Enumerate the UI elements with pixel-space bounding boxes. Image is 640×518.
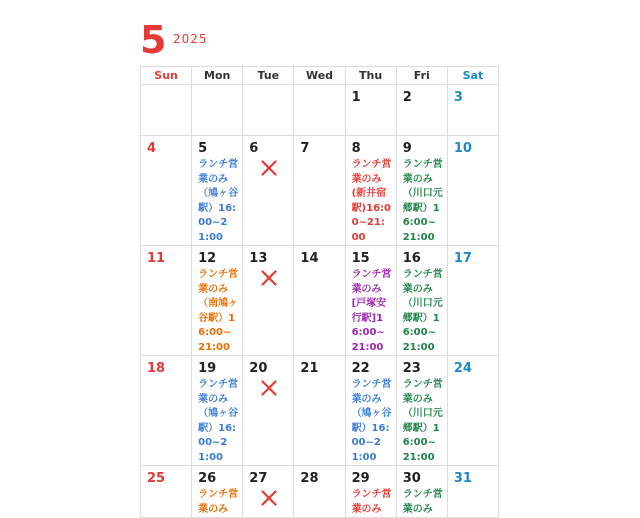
day-number: 9 bbox=[402, 141, 412, 156]
closed-x-icon bbox=[261, 160, 277, 176]
day-cell-12 bbox=[192, 246, 243, 356]
day-number: 31 bbox=[453, 471, 472, 486]
event-text: ランチ営業のみ bbox=[351, 489, 392, 515]
day-number: 6 bbox=[249, 141, 259, 156]
day-number: 12 bbox=[198, 251, 217, 266]
empty-day-cell bbox=[294, 85, 345, 136]
day-number: 18 bbox=[147, 361, 166, 376]
day-cell-5 bbox=[192, 136, 243, 246]
event-text: ランチ営業のみ（川口元郷駅）16:00~21:00 bbox=[402, 379, 443, 463]
week-row bbox=[141, 136, 499, 246]
day-number: 1 bbox=[351, 90, 361, 105]
weekday-header-row bbox=[141, 67, 499, 85]
event-text: ランチ営業のみ（鳩ヶ谷駅）16:00~21:00 bbox=[198, 159, 239, 243]
day-number: 7 bbox=[300, 141, 310, 156]
day-cell-11 bbox=[141, 246, 192, 356]
day-cell-25 bbox=[141, 466, 192, 518]
day-cell-13 bbox=[243, 246, 294, 356]
day-number: 5 bbox=[198, 141, 208, 156]
closed-x-icon bbox=[261, 380, 277, 396]
day-number: 20 bbox=[249, 361, 268, 376]
day-number: 2 bbox=[402, 90, 412, 105]
weekday-thu: Thu bbox=[345, 67, 396, 85]
empty-day-cell bbox=[243, 85, 294, 136]
weekday-fri: Fri bbox=[396, 67, 447, 85]
week-row bbox=[141, 246, 499, 356]
day-number: 4 bbox=[147, 141, 157, 156]
day-number: 3 bbox=[453, 90, 463, 105]
day-cell-17 bbox=[447, 246, 498, 356]
day-cell-4 bbox=[141, 136, 192, 246]
week-row bbox=[141, 356, 499, 466]
event-text: ランチ営業のみ（鳩ヶ谷駅）16:00~21:00 bbox=[198, 379, 239, 463]
day-cell-2 bbox=[396, 85, 447, 136]
day-number: 16 bbox=[402, 251, 421, 266]
day-number: 27 bbox=[249, 471, 268, 486]
week-row bbox=[141, 85, 499, 136]
day-number: 14 bbox=[300, 251, 319, 266]
closed-x-icon bbox=[261, 490, 277, 506]
year-label: 2025 bbox=[173, 32, 208, 46]
day-cell-18 bbox=[141, 356, 192, 466]
week-row bbox=[141, 466, 499, 518]
event-text: ランチ営業のみ bbox=[198, 489, 239, 515]
weekday-sat: Sat bbox=[447, 67, 498, 85]
day-number: 8 bbox=[351, 141, 361, 156]
day-cell-8 bbox=[345, 136, 396, 246]
day-cell-1 bbox=[345, 85, 396, 136]
day-cell-3 bbox=[447, 85, 498, 136]
day-cell-27 bbox=[243, 466, 294, 518]
day-number: 13 bbox=[249, 251, 268, 266]
event-text: ランチ営業のみ bbox=[402, 489, 443, 515]
event-text: ランチ営業のみ（鳩ヶ谷駅）16:00~21:00 bbox=[351, 379, 392, 463]
event-text: ランチ営業のみ（川口元郷駅）16:00~21:00 bbox=[402, 159, 443, 243]
day-number: 19 bbox=[198, 361, 217, 376]
calendar-grid bbox=[140, 66, 499, 518]
day-cell-22 bbox=[345, 356, 396, 466]
empty-day-cell bbox=[192, 85, 243, 136]
day-cell-19 bbox=[192, 356, 243, 466]
day-cell-31 bbox=[447, 466, 498, 518]
day-number: 28 bbox=[300, 471, 319, 486]
weekday-sun: Sun bbox=[141, 67, 192, 85]
day-number: 24 bbox=[453, 361, 472, 376]
day-cell-14 bbox=[294, 246, 345, 356]
empty-day-cell bbox=[141, 85, 192, 136]
day-number: 22 bbox=[351, 361, 370, 376]
weekday-wed: Wed bbox=[294, 67, 345, 85]
day-number: 21 bbox=[300, 361, 319, 376]
day-cell-23 bbox=[396, 356, 447, 466]
day-number: 29 bbox=[351, 471, 370, 486]
day-cell-15 bbox=[345, 246, 396, 356]
day-cell-21 bbox=[294, 356, 345, 466]
closed-x-icon bbox=[261, 270, 277, 286]
month-number: 5 bbox=[140, 18, 167, 62]
event-text: ランチ営業のみ[戸塚安行駅]16:00~21:00 bbox=[351, 269, 392, 353]
day-number: 23 bbox=[402, 361, 421, 376]
day-number: 10 bbox=[453, 141, 472, 156]
day-number: 17 bbox=[453, 251, 472, 266]
day-cell-28 bbox=[294, 466, 345, 518]
weekday-tue: Tue bbox=[243, 67, 294, 85]
day-cell-30 bbox=[396, 466, 447, 518]
event-text: ランチ営業のみ（川口元郷駅）16:00~21:00 bbox=[402, 269, 443, 353]
day-cell-6 bbox=[243, 136, 294, 246]
day-number: 11 bbox=[147, 251, 166, 266]
day-cell-9 bbox=[396, 136, 447, 246]
day-cell-20 bbox=[243, 356, 294, 466]
day-cell-10 bbox=[447, 136, 498, 246]
day-number: 15 bbox=[351, 251, 370, 266]
weekday-mon: Mon bbox=[192, 67, 243, 85]
day-number: 30 bbox=[402, 471, 421, 486]
day-cell-16 bbox=[396, 246, 447, 356]
event-text: ランチ営業のみ(新井宿駅)16:00~21:00 bbox=[351, 159, 392, 243]
event-text: ランチ営業のみ（南鳩ヶ谷駅）16:00~21:00 bbox=[198, 269, 239, 353]
day-number: 25 bbox=[147, 471, 166, 486]
day-number: 26 bbox=[198, 471, 217, 486]
day-cell-26 bbox=[192, 466, 243, 518]
day-cell-24 bbox=[447, 356, 498, 466]
day-cell-29 bbox=[345, 466, 396, 518]
day-cell-7 bbox=[294, 136, 345, 246]
